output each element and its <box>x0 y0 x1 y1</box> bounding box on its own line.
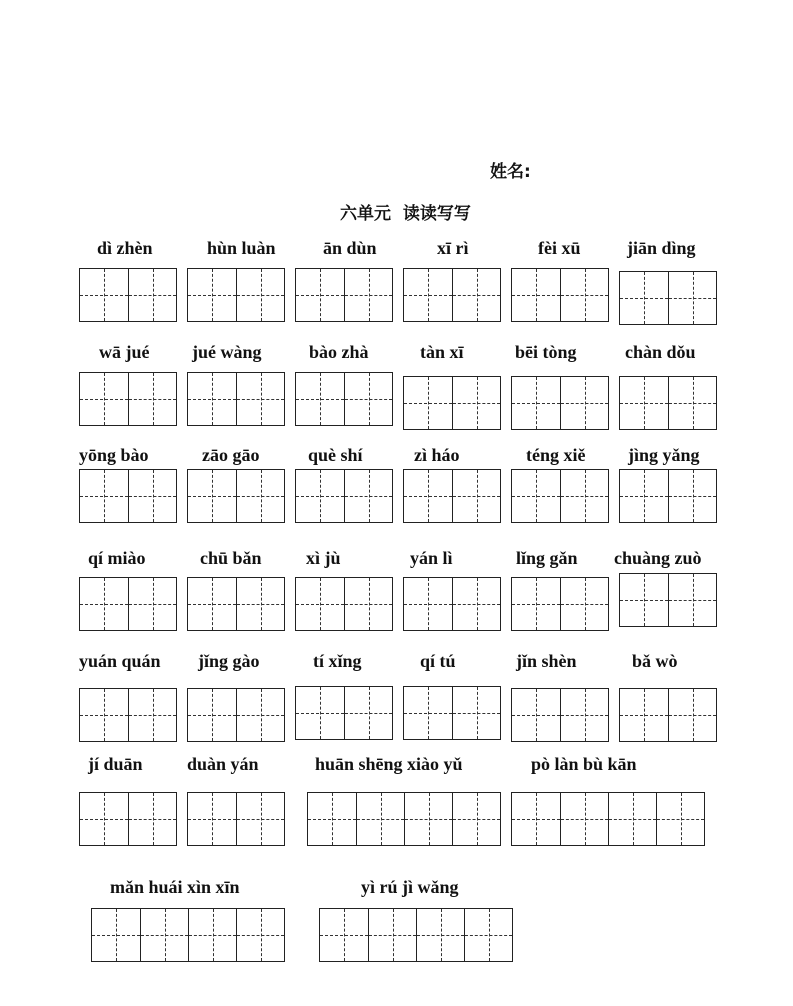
writing-cell[interactable] <box>656 793 704 845</box>
writing-grid[interactable] <box>187 469 285 523</box>
pinyin-prompt: zāo gāo <box>202 445 260 465</box>
writing-cell[interactable] <box>236 793 284 845</box>
writing-cell[interactable] <box>620 689 668 741</box>
writing-grid[interactable] <box>295 469 393 523</box>
writing-grid[interactable] <box>319 908 513 962</box>
writing-cell[interactable] <box>416 909 464 961</box>
writing-cell[interactable] <box>356 793 404 845</box>
writing-cell[interactable] <box>236 269 284 321</box>
writing-cell[interactable] <box>296 687 344 739</box>
pinyin-prompt: huān shēng xiào yǔ <box>315 754 463 774</box>
writing-cell[interactable] <box>404 377 452 429</box>
pinyin-prompt: hùn luàn <box>207 238 276 258</box>
writing-cell[interactable] <box>512 377 560 429</box>
pinyin-prompt: bào zhà <box>309 342 369 362</box>
writing-cell[interactable] <box>80 373 128 425</box>
writing-cell[interactable] <box>452 470 500 522</box>
pinyin-prompt: ān dùn <box>323 238 377 258</box>
writing-cell[interactable] <box>296 470 344 522</box>
writing-grid[interactable] <box>511 577 609 631</box>
pinyin-prompt: jǐng gào <box>198 651 260 671</box>
pinyin-prompt: xì jù <box>306 548 341 568</box>
pinyin-prompt: qí tú <box>420 651 456 671</box>
pinyin-prompt: jiān dìng <box>627 238 696 258</box>
writing-cell[interactable] <box>452 269 500 321</box>
writing-cell[interactable] <box>512 269 560 321</box>
pinyin-prompt: yì rú jì wǎng <box>361 877 459 897</box>
writing-cell[interactable] <box>560 689 608 741</box>
writing-cell[interactable] <box>92 909 140 961</box>
pinyin-prompt: jǐn shèn <box>516 651 577 671</box>
writing-cell[interactable] <box>620 377 668 429</box>
writing-grid[interactable] <box>403 469 501 523</box>
writing-cell[interactable] <box>512 689 560 741</box>
writing-cell[interactable] <box>80 578 128 630</box>
pinyin-prompt: yuán quán <box>79 651 161 671</box>
pinyin-prompt: yōng bào <box>79 445 149 465</box>
writing-cell[interactable] <box>236 909 284 961</box>
writing-cell[interactable] <box>368 909 416 961</box>
writing-grid[interactable] <box>79 688 177 742</box>
writing-grid[interactable] <box>511 792 705 846</box>
writing-grid[interactable] <box>619 271 717 325</box>
writing-grid[interactable] <box>403 376 501 430</box>
writing-cell[interactable] <box>404 578 452 630</box>
writing-grid[interactable] <box>511 268 609 322</box>
writing-cell[interactable] <box>80 689 128 741</box>
writing-cell[interactable] <box>128 689 176 741</box>
writing-cell[interactable] <box>320 909 368 961</box>
writing-grid[interactable] <box>79 577 177 631</box>
pinyin-prompt: lǐng gǎn <box>516 548 578 568</box>
writing-cell[interactable] <box>296 269 344 321</box>
writing-grid[interactable] <box>295 372 393 426</box>
pinyin-prompt: chuàng zuò <box>614 548 702 568</box>
pinyin-prompt: dì zhèn <box>97 238 153 258</box>
writing-grid[interactable] <box>619 688 717 742</box>
pinyin-prompt: xī rì <box>437 238 469 258</box>
writing-grid[interactable] <box>295 268 393 322</box>
writing-grid[interactable] <box>187 688 285 742</box>
pinyin-prompt: què shí <box>308 445 363 465</box>
writing-cell[interactable] <box>404 269 452 321</box>
writing-grid[interactable] <box>511 469 609 523</box>
writing-grid[interactable] <box>187 792 285 846</box>
writing-grid[interactable] <box>619 469 717 523</box>
writing-cell[interactable] <box>404 470 452 522</box>
writing-cell[interactable] <box>128 793 176 845</box>
writing-cell[interactable] <box>128 578 176 630</box>
writing-grid[interactable] <box>295 577 393 631</box>
pinyin-prompt: bēi tòng <box>515 342 577 362</box>
writing-grid[interactable] <box>187 577 285 631</box>
writing-grid[interactable] <box>79 469 177 523</box>
writing-cell[interactable] <box>620 470 668 522</box>
writing-grid[interactable] <box>619 376 717 430</box>
writing-cell[interactable] <box>308 793 356 845</box>
writing-cell[interactable] <box>620 574 668 626</box>
pinyin-prompt: tí xǐng <box>313 651 362 671</box>
pinyin-prompt: fèi xū <box>538 238 581 258</box>
pinyin-prompt: pò làn bù kān <box>531 754 637 774</box>
writing-cell[interactable] <box>128 470 176 522</box>
writing-cell[interactable] <box>344 269 392 321</box>
writing-cell[interactable] <box>560 470 608 522</box>
pinyin-prompt: duàn yán <box>187 754 259 774</box>
writing-cell[interactable] <box>188 689 236 741</box>
writing-cell[interactable] <box>128 373 176 425</box>
pinyin-prompt: jí duān <box>88 754 143 774</box>
writing-grid[interactable] <box>403 268 501 322</box>
writing-grid[interactable] <box>91 908 285 962</box>
pinyin-prompt: chū bǎn <box>200 548 262 568</box>
writing-cell[interactable] <box>344 373 392 425</box>
writing-cell[interactable] <box>404 793 452 845</box>
writing-grid[interactable] <box>79 372 177 426</box>
writing-cell[interactable] <box>452 578 500 630</box>
pinyin-prompt: mǎn huái xìn xīn <box>110 877 240 897</box>
writing-cell[interactable] <box>668 689 716 741</box>
writing-cell[interactable] <box>296 578 344 630</box>
writing-grid[interactable] <box>79 792 177 846</box>
writing-cell[interactable] <box>560 269 608 321</box>
writing-cell[interactable] <box>344 470 392 522</box>
writing-grid[interactable] <box>187 268 285 322</box>
writing-cell[interactable] <box>188 909 236 961</box>
writing-cell[interactable] <box>80 470 128 522</box>
pinyin-prompt: tàn xī <box>420 342 464 362</box>
writing-cell[interactable] <box>80 793 128 845</box>
writing-cell[interactable] <box>344 687 392 739</box>
pinyin-prompt: zì háo <box>414 445 460 465</box>
writing-cell[interactable] <box>512 470 560 522</box>
writing-cell[interactable] <box>188 470 236 522</box>
pinyin-prompt: chàn dǒu <box>625 342 696 362</box>
writing-cell[interactable] <box>236 578 284 630</box>
pinyin-prompt: yán lì <box>410 548 453 568</box>
writing-cell[interactable] <box>668 272 716 324</box>
writing-grid[interactable] <box>187 372 285 426</box>
writing-grid[interactable] <box>403 577 501 631</box>
writing-cell[interactable] <box>452 377 500 429</box>
writing-cell[interactable] <box>512 793 560 845</box>
writing-cell[interactable] <box>188 269 236 321</box>
writing-cell[interactable] <box>560 578 608 630</box>
writing-cell[interactable] <box>140 909 188 961</box>
writing-cell[interactable] <box>188 793 236 845</box>
writing-grid[interactable] <box>295 686 393 740</box>
writing-cell[interactable] <box>452 687 500 739</box>
pinyin-prompt: wā jué <box>99 342 150 362</box>
writing-grid[interactable] <box>403 686 501 740</box>
writing-cell[interactable] <box>236 470 284 522</box>
writing-cell[interactable] <box>236 373 284 425</box>
writing-grid[interactable] <box>307 792 501 846</box>
pinyin-prompt: bǎ wò <box>632 651 678 671</box>
writing-cell[interactable] <box>668 470 716 522</box>
student-name-label: 姓名: <box>490 162 531 182</box>
writing-cell[interactable] <box>344 578 392 630</box>
pinyin-prompt: jué wàng <box>192 342 262 362</box>
pinyin-prompt: qí miào <box>88 548 146 568</box>
writing-cell[interactable] <box>296 373 344 425</box>
writing-grid[interactable] <box>511 376 609 430</box>
writing-cell[interactable] <box>560 377 608 429</box>
writing-cell[interactable] <box>560 793 608 845</box>
writing-cell[interactable] <box>80 269 128 321</box>
writing-cell[interactable] <box>668 574 716 626</box>
writing-cell[interactable] <box>188 578 236 630</box>
writing-grid[interactable] <box>79 268 177 322</box>
writing-cell[interactable] <box>668 377 716 429</box>
writing-cell[interactable] <box>464 909 512 961</box>
pinyin-prompt: jìng yǎng <box>628 445 700 465</box>
writing-cell[interactable] <box>608 793 656 845</box>
pinyin-prompt: téng xiě <box>526 445 586 465</box>
writing-cell[interactable] <box>236 689 284 741</box>
writing-grid[interactable] <box>619 573 717 627</box>
writing-cell[interactable] <box>404 687 452 739</box>
worksheet-title: 六单元 读读写写 <box>340 204 471 224</box>
writing-cell[interactable] <box>512 578 560 630</box>
writing-cell[interactable] <box>188 373 236 425</box>
writing-cell[interactable] <box>452 793 500 845</box>
writing-cell[interactable] <box>128 269 176 321</box>
writing-grid[interactable] <box>511 688 609 742</box>
writing-cell[interactable] <box>620 272 668 324</box>
